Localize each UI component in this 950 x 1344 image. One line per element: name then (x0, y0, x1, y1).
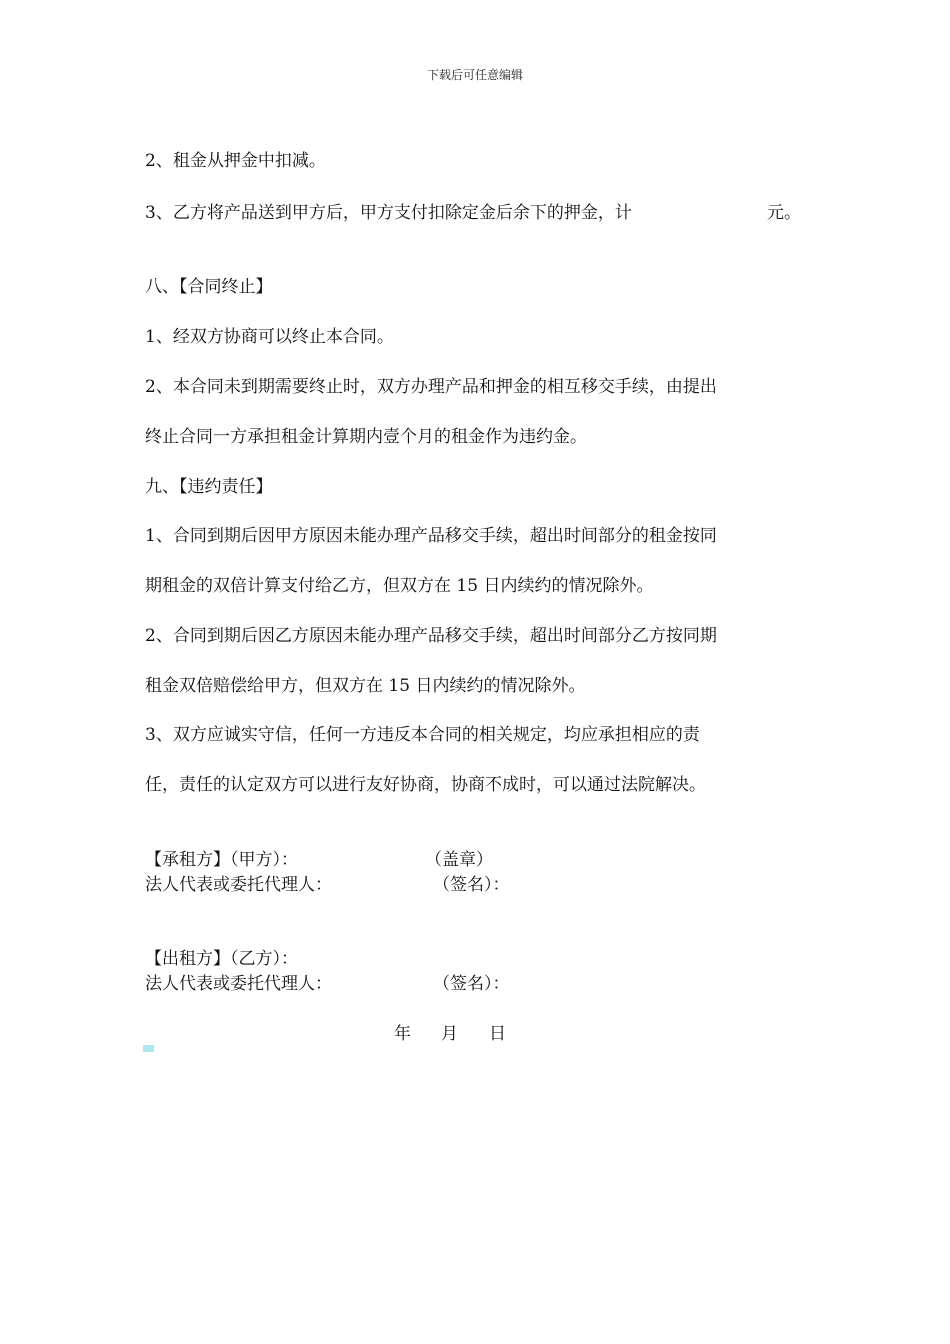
lessee-label: 【承租方】（甲方）： (145, 850, 298, 870)
rent-deduct-paragraph: 2、租金从押金中扣减。 (145, 151, 326, 171)
lessor-signature: （签名）： (433, 974, 510, 994)
section-9-paragraph-2-line-2: 租金双倍赔偿给甲方，但双方在 15 日内续约的情况除外。 (145, 676, 586, 696)
highlight-marker (143, 1045, 154, 1052)
lessor-representative-label: 法人代表或委托代理人： (145, 974, 332, 994)
section-8-paragraph-2-line-1: 2、本合同未到期需要终止时，双方办理产品和押金的相互移交手续，由提出 (145, 377, 717, 397)
lessee-representative-label: 法人代表或委托代理人： (145, 875, 332, 895)
date-month: 月 (441, 1024, 458, 1044)
page-header: 下载后可任意编辑 (426, 68, 523, 82)
date-day: 日 (489, 1024, 506, 1044)
lessee-signature: （签名）： (433, 875, 510, 895)
section-8-paragraph-2-line-2: 终止合同一方承担租金计算期内壹个月的租金作为违约金。 (145, 427, 587, 447)
date-year: 年 (394, 1024, 411, 1044)
section-8-paragraph-1: 1、经双方协商可以终止本合同。 (145, 327, 394, 347)
section-9-paragraph-3-line-1: 3、双方应诚实守信，任何一方违反本合同的相关规定，均应承担相应的责 (145, 725, 700, 745)
section-9-paragraph-2-line-1: 2、合同到期后因乙方原因未能办理产品移交手续，超出时间部分乙方按同期 (145, 626, 717, 646)
section-9-paragraph-1-line-2: 期租金的双倍计算支付给乙方，但双方在 15 日内续约的情况除外。 (145, 576, 654, 596)
section-8-title: 八、【合同终止】 (145, 277, 273, 297)
section-9-paragraph-3-line-2: 任，责任的认定双方可以进行友好协商，协商不成时，可以通过法院解决。 (145, 775, 706, 795)
lessee-seal: （盖章） (425, 850, 493, 870)
lessor-label: 【出租方】（乙方）： (145, 949, 298, 969)
section-9-title: 九、【违约责任】 (145, 477, 273, 497)
deposit-return-paragraph-text: 3、乙方将产品送到甲方后，甲方支付扣除定金后余下的押金，计 (145, 203, 632, 223)
section-9-paragraph-1-line-1: 1、合同到期后因甲方原因未能办理产品移交手续，超出时间部分的租金按同 (145, 526, 717, 546)
deposit-return-unit: 元。 (767, 203, 801, 223)
